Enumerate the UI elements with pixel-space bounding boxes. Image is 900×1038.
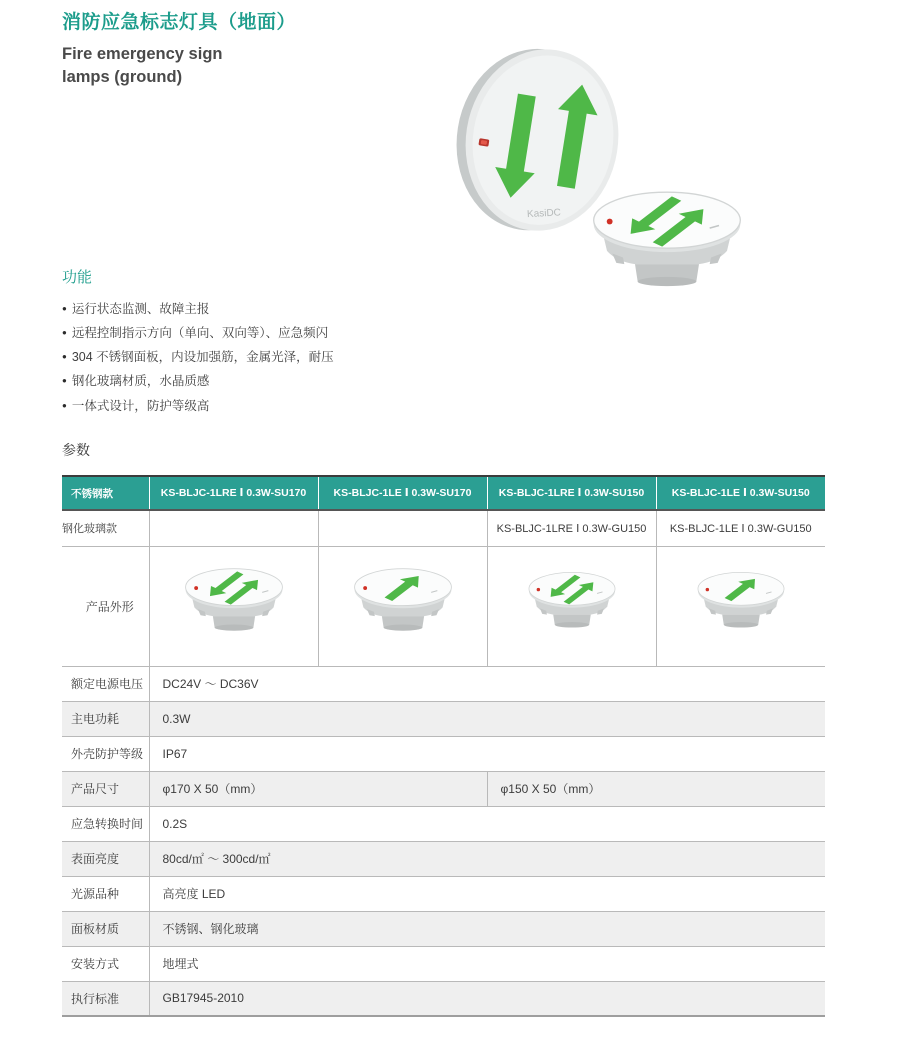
- features-section: [62, 266, 492, 424]
- glass-row-label: 钢化玻璃款: [62, 510, 149, 546]
- features-list: [62, 303, 492, 413]
- model-cell: KS-BLJC-1LRE Ⅰ 0.3W-GU150: [487, 510, 656, 546]
- params-heading: 参数: [62, 442, 90, 458]
- spec-row-light-source: 光源品种 高亮度 LED: [62, 876, 825, 911]
- params-table: [62, 475, 825, 1017]
- model-cell: KS-BLJC-1LE Ⅰ 0.3W-SU150: [656, 476, 825, 510]
- spec-row-switch-time: 应急转换时间 0.2S: [62, 806, 825, 841]
- spec-row-rated-voltage: 额定电源电压 DC24V ～ DC36V: [62, 666, 825, 701]
- bullet-icon: ●: [62, 376, 67, 386]
- lamp-single-arrow-150-image: [694, 570, 788, 642]
- bullet-icon: ●: [62, 352, 67, 362]
- features-heading: 功能: [62, 269, 93, 286]
- lamp-single-arrow-170-image: [350, 566, 456, 647]
- glass-models-row: [62, 510, 825, 546]
- feature-item: ● 钢化玻璃材质，水晶质感: [62, 374, 210, 389]
- product-image-cell: [656, 546, 825, 666]
- page-subtitle-line2: lamps (ground): [62, 67, 183, 86]
- page-subtitle-line1: Fire emergency sign: [62, 44, 223, 63]
- lamp-angled-render: [587, 188, 747, 311]
- appearance-row-label: 产品外形: [62, 546, 149, 666]
- lamp-dual-arrow-150-image: [525, 570, 619, 642]
- product-image-cell: [318, 546, 487, 666]
- bullet-icon: ●: [62, 400, 67, 410]
- lamp-dual-arrow-170-image: [181, 566, 287, 647]
- page-subtitle: [62, 43, 442, 89]
- steel-row-label: 不锈钢款: [62, 476, 149, 510]
- spec-row-ip-rating: 外壳防护等级 IP67: [62, 736, 825, 771]
- appearance-row: [62, 546, 825, 666]
- brand-mark: KasiDC: [526, 207, 562, 221]
- spec-row-main-power: 主电功耗 0.3W: [62, 701, 825, 736]
- feature-item: ● 远程控制指示方向（单向、双向等）、应急频闪: [62, 326, 329, 341]
- model-cell-empty: [318, 510, 487, 546]
- model-cell: KS-BLJC-1LE Ⅰ 0.3W-SU170: [318, 476, 487, 510]
- spec-row-mounting: 安装方式 地埋式: [62, 946, 825, 981]
- model-cell: KS-BLJC-1LE Ⅰ 0.3W-GU150: [656, 510, 825, 546]
- bullet-icon: ●: [62, 328, 67, 338]
- product-image-cell: [487, 546, 656, 666]
- model-cell: KS-BLJC-1LRE Ⅰ 0.3W-SU170: [149, 476, 318, 510]
- feature-item: ● 一体式设计，防护等级高: [62, 398, 210, 413]
- bullet-icon: ●: [62, 304, 67, 313]
- spec-row-standard: 执行标准 GB17945-2010: [62, 981, 825, 1016]
- params-section: [62, 440, 825, 1017]
- spec-row-surface-brightness: 表面亮度 80cd/㎡ ～ 300cd/㎡: [62, 841, 825, 876]
- feature-item: ● 运行状态监测、故障主报: [62, 302, 210, 316]
- page-title: 消防应急标志灯具（地面）: [62, 12, 297, 33]
- product-image-cell: [149, 546, 318, 666]
- product-hero-image: [448, 35, 818, 315]
- model-cell-empty: [149, 510, 318, 546]
- feature-item: ● 304 不锈钢面板，内设加强筋，金属光泽，耐压: [62, 350, 334, 365]
- spec-row-dimensions: 产品尺寸 φ170 X 50（mm） φ150 X 50（mm）: [62, 771, 825, 806]
- steel-models-row: [62, 476, 825, 510]
- spec-row-panel-material: 面板材质 不锈钢、钢化玻璃: [62, 911, 825, 946]
- page-header: [62, 12, 442, 88]
- model-cell: KS-BLJC-1LRE Ⅰ 0.3W-SU150: [487, 476, 656, 510]
